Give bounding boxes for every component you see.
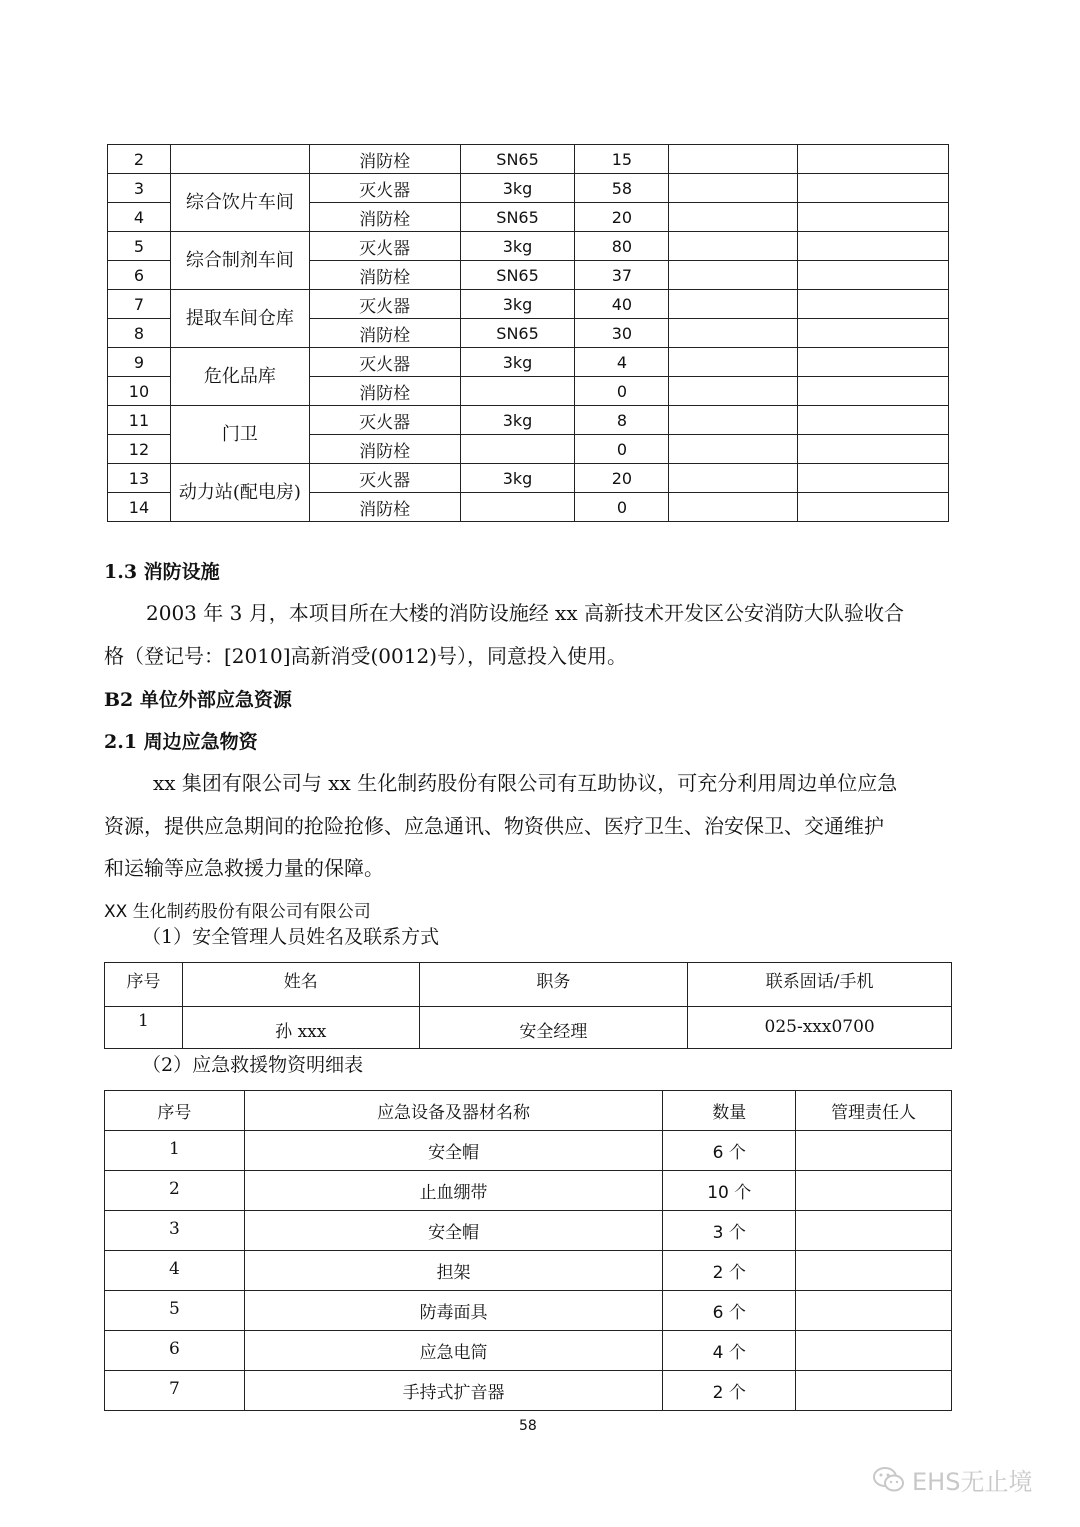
- row-number: 12: [108, 435, 171, 464]
- location-cell: [170, 145, 309, 174]
- empty-cell: [669, 290, 798, 319]
- material-owner: [796, 1371, 952, 1411]
- table-row: [105, 1251, 952, 1291]
- section-2-1-title: 2.1 周边应急物资: [104, 731, 258, 753]
- material-owner: [796, 1291, 952, 1331]
- equipment-type: 灭火器: [309, 174, 460, 203]
- equipment-qty: 4: [575, 348, 669, 377]
- table-row: [108, 145, 949, 174]
- section-b2-title: B2 单位外部应急资源: [104, 689, 292, 711]
- material-name: 止血绷带: [244, 1171, 662, 1211]
- header-cell: 应急设备及器材名称: [244, 1091, 662, 1131]
- empty-cell: [798, 261, 949, 290]
- header-cell: 职务: [419, 963, 688, 1007]
- row-number: 2: [108, 145, 171, 174]
- material-name: 安全帽: [244, 1131, 662, 1171]
- emergency-materials-table: [104, 1090, 952, 1411]
- empty-cell: [669, 232, 798, 261]
- material-qty: 10 个: [663, 1171, 796, 1211]
- empty-cell: [669, 406, 798, 435]
- company-name: XX 生化制药股份有限公司有限公司: [104, 902, 371, 922]
- row-number: 5: [108, 232, 171, 261]
- watermark: [872, 1462, 1032, 1497]
- table-row: [105, 1371, 952, 1411]
- equipment-spec: 3kg: [460, 348, 575, 377]
- empty-cell: [798, 319, 949, 348]
- row-number: 6: [108, 261, 171, 290]
- wechat-icon: [872, 1466, 906, 1494]
- table-row: [105, 1211, 952, 1251]
- empty-cell: [798, 348, 949, 377]
- equipment-spec: SN65: [460, 261, 575, 290]
- watermark-text: EHS无止境: [912, 1468, 1033, 1496]
- row-number: 9: [108, 348, 171, 377]
- row-number: 3: [105, 1211, 245, 1251]
- empty-cell: [669, 348, 798, 377]
- equipment-qty: 0: [575, 377, 669, 406]
- empty-cell: [669, 464, 798, 493]
- section-1-3-para-line1: 2003 年 3 月，本项目所在大楼的消防设施经 xx 高新技术开发区公安消防大队验收合: [146, 601, 904, 625]
- equipment-qty: 8: [575, 406, 669, 435]
- row-number: 11: [108, 406, 171, 435]
- empty-cell: [798, 406, 949, 435]
- safety-table-caption: （1）安全管理人员姓名及联系方式: [142, 926, 440, 948]
- row-number: 1: [105, 1131, 245, 1171]
- empty-cell: [669, 435, 798, 464]
- empty-cell: [669, 174, 798, 203]
- empty-cell: [798, 174, 949, 203]
- person-phone: 025-xxx0700: [688, 1007, 952, 1049]
- empty-cell: [798, 435, 949, 464]
- person-name: 孙 xxx: [182, 1007, 419, 1049]
- header-cell: 数量: [663, 1091, 796, 1131]
- material-qty: 2 个: [663, 1251, 796, 1291]
- row-number: 7: [108, 290, 171, 319]
- equipment-type: 消防栓: [309, 203, 460, 232]
- table-header-row: [105, 1091, 952, 1131]
- header-cell: 管理责任人: [796, 1091, 952, 1131]
- empty-cell: [669, 145, 798, 174]
- location-cell: 动力站(配电房): [170, 464, 309, 522]
- location-cell: 综合饮片车间: [170, 174, 309, 232]
- material-name: 应急电筒: [244, 1331, 662, 1371]
- material-qty: 6 个: [663, 1131, 796, 1171]
- empty-cell: [669, 493, 798, 522]
- material-owner: [796, 1131, 952, 1171]
- row-number: 1: [105, 1007, 183, 1049]
- material-qty: 2 个: [663, 1371, 796, 1411]
- material-owner: [796, 1331, 952, 1371]
- row-number: 4: [105, 1251, 245, 1291]
- equipment-qty: 80: [575, 232, 669, 261]
- equipment-qty: 15: [575, 145, 669, 174]
- row-number: 5: [105, 1291, 245, 1331]
- empty-cell: [798, 464, 949, 493]
- empty-cell: [798, 290, 949, 319]
- material-name: 防毒面具: [244, 1291, 662, 1331]
- row-number: 8: [108, 319, 171, 348]
- materials-table-caption: （2）应急救援物资明细表: [142, 1054, 364, 1076]
- table-row: [105, 1131, 952, 1171]
- equipment-qty: 20: [575, 203, 669, 232]
- table-row: [108, 348, 949, 377]
- empty-cell: [669, 319, 798, 348]
- equipment-type: 消防栓: [309, 493, 460, 522]
- equipment-type: 灭火器: [309, 406, 460, 435]
- equipment-type: 灭火器: [309, 290, 460, 319]
- row-number: 7: [105, 1371, 245, 1411]
- equipment-qty: 0: [575, 493, 669, 522]
- equipment-spec: 3kg: [460, 290, 575, 319]
- empty-cell: [798, 145, 949, 174]
- table-header-row: [105, 963, 952, 1007]
- table-row: [105, 1291, 952, 1331]
- equipment-qty: 0: [575, 435, 669, 464]
- row-number: 13: [108, 464, 171, 493]
- equipment-qty: 37: [575, 261, 669, 290]
- empty-cell: [798, 377, 949, 406]
- table-row: [108, 464, 949, 493]
- section-2-1-para-line1: xx 集团有限公司与 xx 生化制药股份有限公司有互助协议，可充分利用周边单位应急: [153, 771, 898, 795]
- equipment-type: 消防栓: [309, 377, 460, 406]
- empty-cell: [798, 493, 949, 522]
- header-cell: 序号: [105, 1091, 245, 1131]
- location-cell: 综合制剂车间: [170, 232, 309, 290]
- equipment-qty: 40: [575, 290, 669, 319]
- location-cell: 危化品库: [170, 348, 309, 406]
- equipment-spec: [460, 435, 575, 464]
- location-cell: 提取车间仓库: [170, 290, 309, 348]
- header-cell: 联系固话/手机: [688, 963, 952, 1007]
- equipment-type: 灭火器: [309, 348, 460, 377]
- equipment-spec: 3kg: [460, 232, 575, 261]
- equipment-spec: 3kg: [460, 174, 575, 203]
- material-qty: 6 个: [663, 1291, 796, 1331]
- header-cell: 序号: [105, 963, 183, 1007]
- section-2-1-para-line3: 和运输等应急救援力量的保障。: [104, 856, 384, 880]
- row-number: 14: [108, 493, 171, 522]
- equipment-spec: 3kg: [460, 464, 575, 493]
- table-row: [105, 1007, 952, 1049]
- row-number: 10: [108, 377, 171, 406]
- fire-equipment-table: [107, 144, 949, 522]
- equipment-spec: [460, 377, 575, 406]
- table-row: [108, 232, 949, 261]
- safety-contact-table: [104, 962, 952, 1049]
- section-1-3-title: 1.3 消防设施: [104, 561, 220, 583]
- row-number: 2: [105, 1171, 245, 1211]
- person-title: 安全经理: [419, 1007, 688, 1049]
- table-row: [105, 1331, 952, 1371]
- section-1-3-para-line2: 格（登记号：[2010]高新消受(0012)号），同意投入使用。: [104, 644, 628, 668]
- equipment-type: 灭火器: [309, 232, 460, 261]
- equipment-spec: [460, 493, 575, 522]
- location-cell: 门卫: [170, 406, 309, 464]
- header-cell: 姓名: [182, 963, 419, 1007]
- material-owner: [796, 1211, 952, 1251]
- table-row: [105, 1171, 952, 1211]
- equipment-qty: 58: [575, 174, 669, 203]
- equipment-type: 消防栓: [309, 319, 460, 348]
- empty-cell: [669, 261, 798, 290]
- material-name: 担架: [244, 1251, 662, 1291]
- equipment-spec: SN65: [460, 145, 575, 174]
- material-name: 安全帽: [244, 1211, 662, 1251]
- page-number: 58: [519, 1418, 537, 1434]
- row-number: 3: [108, 174, 171, 203]
- equipment-qty: 30: [575, 319, 669, 348]
- material-qty: 3 个: [663, 1211, 796, 1251]
- table-row: [108, 290, 949, 319]
- empty-cell: [669, 203, 798, 232]
- equipment-qty: 20: [575, 464, 669, 493]
- equipment-type: 灭火器: [309, 464, 460, 493]
- material-qty: 4 个: [663, 1331, 796, 1371]
- row-number: 4: [108, 203, 171, 232]
- material-owner: [796, 1251, 952, 1291]
- equipment-type: 消防栓: [309, 145, 460, 174]
- equipment-spec: 3kg: [460, 406, 575, 435]
- material-owner: [796, 1171, 952, 1211]
- table-row: [108, 174, 949, 203]
- table-row: [108, 406, 949, 435]
- equipment-spec: SN65: [460, 203, 575, 232]
- empty-cell: [669, 377, 798, 406]
- equipment-type: 消防栓: [309, 435, 460, 464]
- material-name: 手持式扩音器: [244, 1371, 662, 1411]
- equipment-type: 消防栓: [309, 261, 460, 290]
- empty-cell: [798, 203, 949, 232]
- equipment-spec: SN65: [460, 319, 575, 348]
- empty-cell: [798, 232, 949, 261]
- row-number: 6: [105, 1331, 245, 1371]
- section-2-1-para-line2: 资源，提供应急期间的抢险抢修、应急通讯、物资供应、医疗卫生、治安保卫、交通维护: [104, 814, 884, 838]
